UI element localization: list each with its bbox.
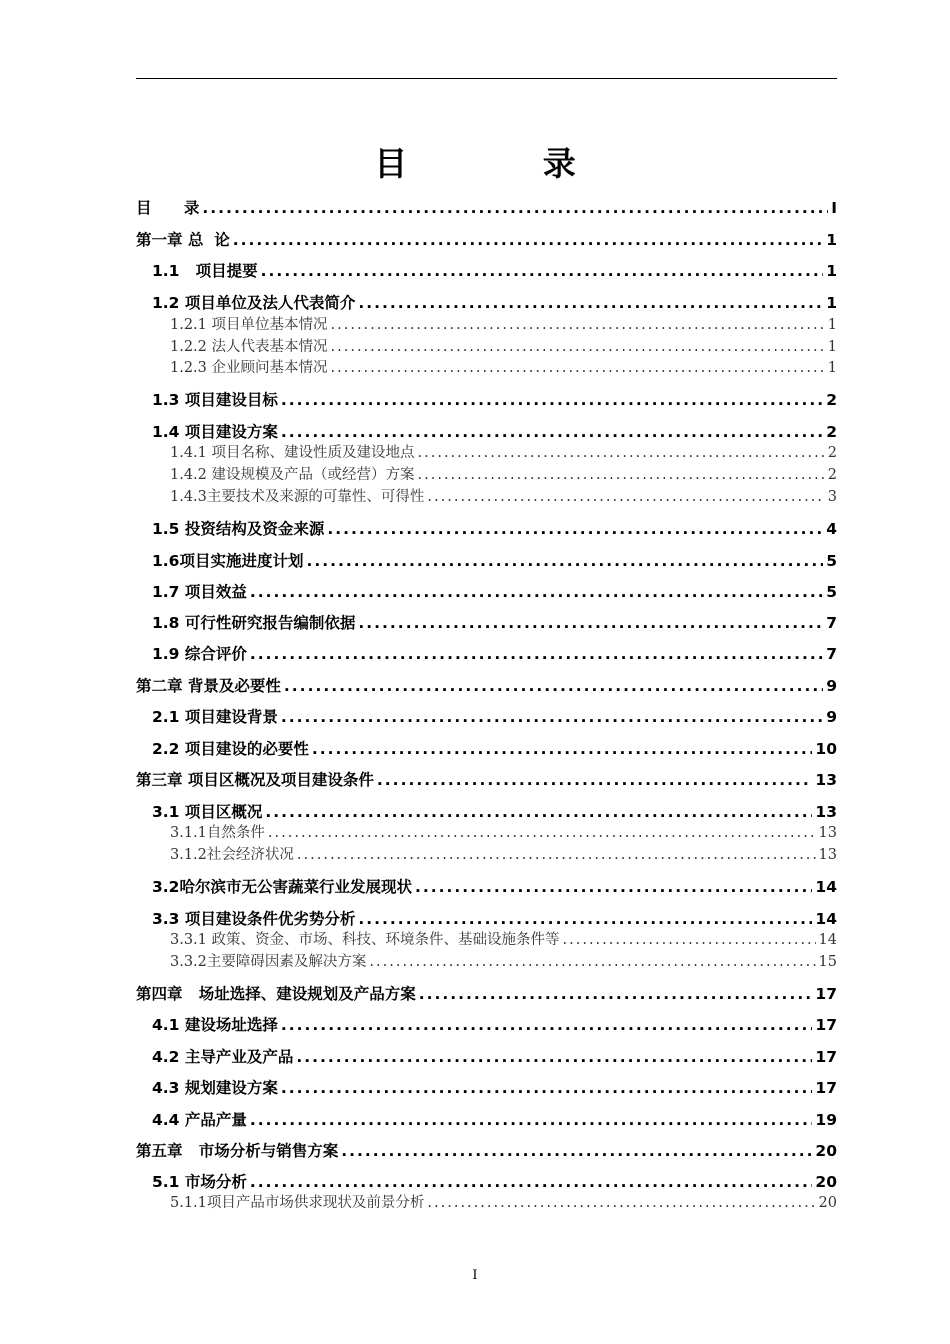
toc-entry-page: 5 — [826, 583, 837, 601]
toc-entry-page: 2 — [827, 467, 837, 483]
header-rule — [136, 78, 837, 79]
toc-entry-page: 1 — [827, 360, 837, 376]
toc-entry-page: 13 — [818, 825, 837, 841]
toc-leader-dots — [281, 1014, 813, 1036]
toc-entry-label: 1.9 综合评价 — [152, 645, 247, 663]
toc-entry-page: 15 — [818, 954, 837, 970]
toc-entry-label: 2.2 项目建设的必要性 — [152, 740, 309, 758]
toc-entry[interactable] — [136, 823, 837, 844]
toc-entry[interactable] — [136, 518, 837, 540]
toc-leader-dots — [265, 801, 812, 823]
toc-entry[interactable] — [136, 1193, 837, 1214]
toc-entry-label: 1.4.3主要技术及来源的可靠性、可得性 — [170, 489, 425, 505]
toc-entry[interactable] — [136, 675, 837, 697]
toc-leader-dots — [281, 1077, 813, 1099]
toc-entry[interactable] — [136, 706, 837, 728]
toc-entry[interactable] — [136, 337, 837, 358]
toc-entry-page: 2 — [827, 445, 837, 461]
toc-entry[interactable] — [136, 983, 837, 1005]
toc-entry[interactable] — [136, 443, 837, 464]
toc-entry-label: 5.1 市场分析 — [152, 1173, 247, 1191]
toc-entry-label: 第五章 市场分析与销售方案 — [136, 1142, 339, 1160]
toc-entry[interactable] — [136, 1109, 837, 1131]
toc-leader-dots — [202, 197, 828, 219]
toc-entry-page: 1 — [826, 262, 837, 280]
toc-entry-page: 10 — [815, 740, 837, 758]
toc-entry[interactable] — [136, 292, 837, 314]
footer-page-number: I — [472, 1268, 478, 1283]
toc-entry[interactable] — [136, 769, 837, 791]
toc-entry-label: 4.4 产品产量 — [152, 1111, 247, 1129]
toc-entry-label: 第一章 总 论 — [136, 231, 230, 249]
toc-entry-page: 17 — [815, 1016, 837, 1034]
toc-leader-dots — [268, 823, 816, 844]
toc-leader-dots — [427, 487, 824, 508]
toc-entry-page: 1 — [827, 339, 837, 355]
toc-leader-dots — [297, 845, 816, 866]
toc-entry-page: 3 — [827, 489, 837, 505]
toc-entry-label: 4.2 主导产业及产品 — [152, 1048, 294, 1066]
toc-leader-dots — [419, 983, 813, 1005]
toc-entry-label: 第四章 场址选择、建设规划及产品方案 — [136, 985, 416, 1003]
toc-entry-label: 1.8 可行性研究报告编制依据 — [152, 614, 356, 632]
toc-entry[interactable] — [136, 1077, 837, 1099]
toc-entry-label: 4.3 规划建设方案 — [152, 1079, 278, 1097]
toc-entry-label: 1.5 投资结构及资金来源 — [152, 520, 325, 538]
toc-leader-dots — [327, 518, 823, 540]
toc-leader-dots — [369, 952, 815, 973]
toc-entry-label: 4.1 建设场址选择 — [152, 1016, 278, 1034]
toc-entry[interactable] — [136, 1014, 837, 1036]
toc-entry[interactable] — [136, 550, 837, 572]
toc-entry-page: 7 — [826, 614, 837, 632]
toc-leader-dots — [281, 389, 823, 411]
toc-entry[interactable] — [136, 358, 837, 379]
toc-entry[interactable] — [136, 1171, 837, 1193]
toc-entry-page: 19 — [815, 1111, 837, 1129]
toc-entry[interactable] — [136, 229, 837, 251]
toc-entry-label: 3.1 项目区概况 — [152, 803, 263, 821]
toc-entry-page: 13 — [815, 803, 837, 821]
toc-entry-label: 1.3 项目建设目标 — [152, 391, 278, 409]
toc-leader-dots — [233, 229, 824, 251]
toc-entry-page: 13 — [815, 771, 837, 789]
toc-entry-label: 1.2 项目单位及法人代表简介 — [152, 294, 356, 312]
toc-entry[interactable] — [136, 801, 837, 823]
toc-leader-dots — [250, 581, 823, 603]
toc-entry[interactable] — [136, 908, 837, 930]
toc-entry-label: 目 录 — [136, 199, 200, 217]
toc-entry-page: 17 — [815, 985, 837, 1003]
toc-leader-dots — [284, 675, 823, 697]
toc-entry-label: 第二章 背景及必要性 — [136, 677, 281, 695]
toc-entry-page: 14 — [815, 878, 837, 896]
toc-leader-dots — [427, 1193, 815, 1214]
toc-entry[interactable] — [136, 260, 837, 282]
toc-leader-dots — [250, 1171, 813, 1193]
toc-entry-page: 17 — [815, 1048, 837, 1066]
toc-entry-label: 1.4.1 项目名称、建设性质及建设地点 — [170, 445, 415, 461]
toc-entry-page: 13 — [818, 847, 837, 863]
toc-leader-dots — [281, 706, 823, 728]
toc-leader-dots — [377, 769, 813, 791]
toc-leader-dots — [341, 1140, 812, 1162]
toc-leader-dots — [418, 465, 825, 486]
toc-entry-label: 1.2.2 法人代表基本情况 — [170, 339, 328, 355]
toc-leader-dots — [331, 358, 825, 379]
toc-entry[interactable] — [136, 315, 837, 336]
toc-entry-page: I — [831, 199, 837, 217]
toc-entry-label: 3.1.2社会经济状况 — [170, 847, 294, 863]
toc-leader-dots — [358, 612, 823, 634]
toc-entry-label: 3.1.1自然条件 — [170, 825, 265, 841]
toc-entry[interactable] — [136, 581, 837, 603]
toc-leader-dots — [418, 443, 825, 464]
toc-entry[interactable] — [136, 643, 837, 665]
toc-entry-page: 17 — [815, 1079, 837, 1097]
toc-leader-dots — [331, 337, 825, 358]
toc-entry-label: 1.1 项目提要 — [152, 262, 258, 280]
toc-entry-page: 2 — [826, 391, 837, 409]
toc-entry-label: 3.3.1 政策、资金、市场、科技、环境条件、基础设施条件等 — [170, 932, 560, 948]
toc-entry-page: 7 — [826, 645, 837, 663]
toc-entry[interactable] — [136, 197, 837, 219]
toc-entry-page: 20 — [815, 1142, 837, 1160]
toc-entry[interactable] — [136, 465, 837, 486]
toc-leader-dots — [415, 876, 812, 898]
toc-entry-label: 1.6项目实施进度计划 — [152, 552, 304, 570]
toc-entry[interactable] — [136, 1140, 837, 1162]
toc-leader-dots — [306, 550, 823, 572]
toc-entry[interactable] — [136, 876, 837, 898]
toc-entry[interactable] — [136, 738, 837, 760]
toc-entry-page: 20 — [818, 1195, 837, 1211]
toc-leader-dots — [331, 315, 825, 336]
toc-entry-label: 3.3 项目建设条件优劣势分析 — [152, 910, 356, 928]
toc-entry[interactable] — [136, 930, 837, 951]
toc-leader-dots — [563, 930, 816, 951]
toc-entry-label: 1.4.2 建设规模及产品（或经营）方案 — [170, 467, 415, 483]
toc-entry-page: 2 — [826, 423, 837, 441]
toc-entry[interactable] — [136, 845, 837, 866]
toc-entry-page: 14 — [815, 910, 837, 928]
toc-entry-label: 5.1.1项目产品市场供求现状及前景分析 — [170, 1195, 425, 1211]
toc-entry-label: 3.3.2主要障碍因素及解决方案 — [170, 954, 367, 970]
toc-entry-label: 2.1 项目建设背景 — [152, 708, 278, 726]
toc-entry-label: 1.4 项目建设方案 — [152, 423, 278, 441]
toc-entry-page: 14 — [818, 932, 837, 948]
toc-entry-label: 1.2.3 企业顾问基本情况 — [170, 360, 328, 376]
toc-leader-dots — [358, 908, 812, 930]
toc-leader-dots — [250, 643, 823, 665]
toc-entry-label: 3.2哈尔滨市无公害蔬菜行业发展现状 — [152, 878, 412, 896]
toc-leader-dots — [281, 421, 823, 443]
toc-entry-page: 1 — [827, 317, 837, 333]
toc-entry-page: 4 — [826, 520, 837, 538]
toc-entry-page: 1 — [826, 294, 837, 312]
toc-leader-dots — [296, 1046, 812, 1068]
toc-entry-page: 9 — [826, 708, 837, 726]
toc-entry-page: 1 — [826, 231, 837, 249]
toc-entry[interactable] — [136, 487, 837, 508]
toc-entry-label: 1.7 项目效益 — [152, 583, 247, 601]
toc-entry[interactable] — [136, 389, 837, 411]
toc-leader-dots — [250, 1109, 813, 1131]
toc-leader-dots — [261, 260, 824, 282]
toc-entry-label: 第三章 项目区概况及项目建设条件 — [136, 771, 374, 789]
toc-leader-dots — [358, 292, 823, 314]
toc-entry-label: 1.2.1 项目单位基本情况 — [170, 317, 328, 333]
toc-entry-page: 5 — [826, 552, 837, 570]
toc-entry[interactable] — [136, 1046, 837, 1068]
toc-entry-page: 20 — [815, 1173, 837, 1191]
toc-leader-dots — [312, 738, 813, 760]
toc-entry[interactable] — [136, 952, 837, 973]
page-title: 目 录 — [374, 144, 638, 183]
toc-entry[interactable] — [136, 612, 837, 634]
toc-entry-page: 9 — [826, 677, 837, 695]
toc-entry[interactable] — [136, 421, 837, 443]
